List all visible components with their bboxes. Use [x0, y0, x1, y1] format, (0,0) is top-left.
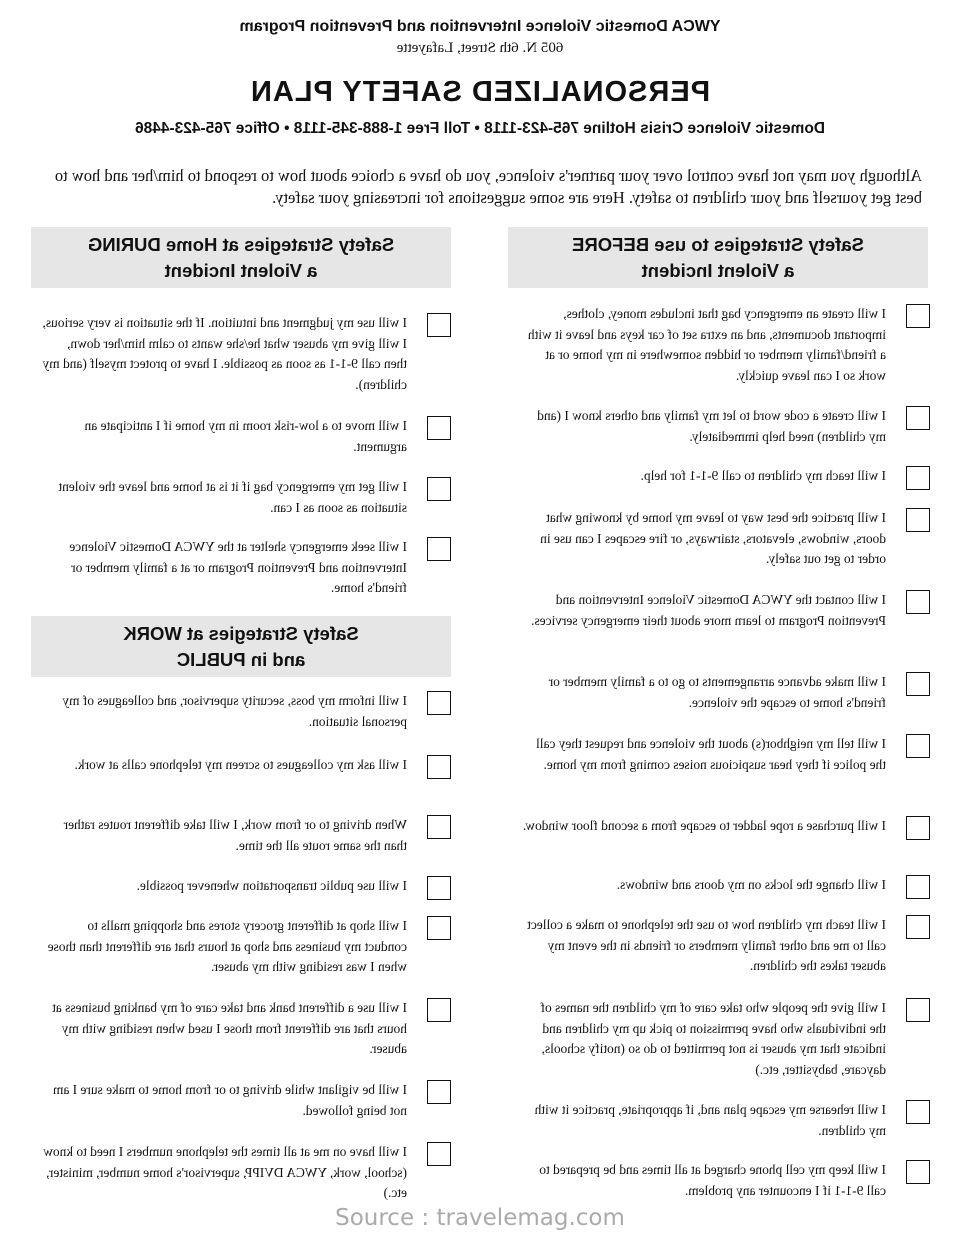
checkbox[interactable]: [906, 406, 930, 430]
before-item: [521, 590, 930, 631]
item-text: I will teach my children how to use the telephone to make a collect call to me and other family members or friends in the event my abuser takes the children.: [527, 917, 886, 973]
checkbox[interactable]: [906, 1100, 930, 1124]
hotline-numbers: Domestic Violence Crisis Hotline 765-423-1118 • Toll Free 1-888-345-1118 • Office 765-423-4486: [134, 120, 826, 137]
item-text: I will get my emergency bag if it is at home and leave the violent situation as soon as I can.: [58, 479, 407, 515]
checkbox[interactable]: [906, 998, 930, 1022]
item-text: I will create a code word to let my family and others know I (and my children) need help immediately.: [537, 408, 886, 444]
checkbox[interactable]: [906, 590, 930, 614]
item-text: I will tell my neighbor(s) about the violence and request they call the police if they hear suspicious noises coming from my home.: [536, 736, 886, 772]
before-section-heading: [508, 227, 928, 288]
work-item: [42, 1142, 451, 1204]
item-text: I will purchase a rope ladder to escape from a second floor window.: [522, 818, 886, 833]
item-text: I will give the people who take care of my children the names of the individuals who have permission to pick up my children and indicate that my abuser is not permitted to do so (notify schools, daycare, babysitter, etc.): [540, 1000, 886, 1077]
checkbox[interactable]: [906, 508, 930, 532]
before-item: [521, 734, 930, 775]
item-text: I will have on me at all times the telephone numbers I need to know (school, work, YWCA DVIPP, supervisor's home number, minister, etc.): [43, 1144, 407, 1200]
item-text: I will rehearse my escape plan and, if appropriate, practice it with my children.: [534, 1102, 886, 1138]
checkbox[interactable]: [427, 916, 451, 940]
item-text: I will contact the YWCA Domestic Violence Intervention and Prevention Program to learn more about their emergency services.: [531, 592, 886, 628]
item-text: When driving to or from work, I will take different routes rather than the same route all the time.: [63, 817, 407, 853]
item-text: I will seek emergency shelter at the YWCA Domestic Violence Intervention and Prevention Program or at a family member or friend's home.: [69, 539, 407, 595]
intro-paragraph: Although you may not have control over your partner's violence, you do have a choice about how to respond to him/her and how to best get yourself and your children to safety. Here are some suggestions for increasing your safety.: [54, 166, 922, 207]
checkbox[interactable]: [427, 755, 451, 779]
organization-address: 605 N. 6th Street, Lafayette: [396, 40, 564, 56]
item-text: I will inform my boss, security supervisor, and colleagues of my personal situation.: [62, 693, 407, 729]
during-section-heading: [31, 227, 451, 288]
heading-line: a Violent Incident: [164, 259, 318, 281]
work-item: [42, 755, 451, 779]
during-item: [42, 313, 451, 395]
checkbox[interactable]: [906, 915, 930, 939]
before-item: [521, 1160, 930, 1201]
item-text: I will change the locks on my doors and windows.: [616, 877, 886, 892]
checkbox[interactable]: [906, 466, 930, 490]
work-item: [42, 691, 451, 732]
checkbox[interactable]: [427, 416, 451, 440]
before-item: [521, 915, 930, 977]
item-text: I will teach my children to call 9-1-1 for help.: [640, 468, 886, 483]
before-item: [521, 466, 930, 490]
item-text: I will keep my cell phone charged at all times and be prepared to call 9-1-1 if I encounter any problem.: [539, 1162, 886, 1198]
heading-line: Safety Strategies to use BEFORE: [572, 233, 864, 255]
checkbox[interactable]: [427, 537, 451, 561]
before-item: [521, 672, 930, 713]
checkbox[interactable]: [427, 876, 451, 900]
item-text: I will make advance arrangements to go to a family member or friend's home to escape the violence.: [548, 674, 886, 710]
checkbox[interactable]: [427, 1080, 451, 1104]
work-item: [42, 998, 451, 1060]
before-item: [521, 816, 930, 840]
checkbox[interactable]: [906, 1160, 930, 1184]
checkbox[interactable]: [427, 815, 451, 839]
page-title: PERSONALIZED SAFETY PLAN: [249, 76, 711, 108]
item-text: I will be vigilant while driving to or from home to make sure I am not being followed.: [52, 1082, 407, 1118]
item-text: I will use my judgment and intuition. If the situation is very serious, I will give my abuser what he/she wants to calm him/her down, then call 9-1-1 as soon as possible. I have to protect myself (and my children).: [42, 315, 407, 392]
heading-line: and in PUBLIC: [176, 648, 306, 670]
item-text: I will practice the best way to leave my home by knowing what doors, windows, elevators, stairways, or fire escapes I can use in order to get out safely.: [540, 510, 886, 566]
checkbox[interactable]: [427, 1142, 451, 1166]
before-item: [521, 1100, 930, 1141]
before-item: [521, 508, 930, 570]
checkbox[interactable]: [906, 304, 930, 328]
checkbox[interactable]: [906, 672, 930, 696]
source-watermark: Source : travelemag.com: [335, 1205, 625, 1231]
work-item: [42, 916, 451, 978]
heading-line: Safety Strategies at Home DURING: [87, 233, 395, 255]
work-item: [42, 815, 451, 856]
organization-name: YWCA Domestic Violence Intervention and Prevention Program: [239, 18, 721, 35]
before-item: [521, 304, 930, 386]
item-text: I will ask my colleagues to screen my telephone calls at work.: [74, 757, 407, 772]
work-item: [42, 876, 451, 900]
before-item: [521, 406, 930, 447]
item-text: I will shop at different grocery stores and shopping malls to conduct my business and shop at hours that are different than those when I was residing with my abuser.: [47, 918, 407, 974]
before-item: [521, 998, 930, 1080]
item-text: I will use public transportation whenever possible.: [136, 878, 407, 893]
item-text: I will create an emergency bag that includes money, clothes, important documents, and an extra set of car keys and leave it with a friend/family member or hidden somewhere in my home or at work so I can leave quickly.: [527, 306, 886, 383]
checkbox[interactable]: [427, 477, 451, 501]
item-text: I will use a different bank and take care of my banking business at hours that are different from those I used when residing with my abuser.: [52, 1000, 407, 1056]
work-section-heading: [31, 616, 451, 677]
during-item: [42, 537, 451, 599]
during-item: [42, 416, 451, 457]
heading-line: a Violent Incident: [641, 259, 795, 281]
item-text: I will move to a low-risk room in my home if I anticipate an argument.: [84, 418, 407, 454]
checkbox[interactable]: [427, 998, 451, 1022]
during-item: [42, 477, 451, 518]
checkbox[interactable]: [427, 691, 451, 715]
work-item: [42, 1080, 451, 1121]
checkbox[interactable]: [427, 313, 451, 337]
checkbox[interactable]: [906, 734, 930, 758]
checkbox[interactable]: [906, 816, 930, 840]
before-item: [521, 875, 930, 899]
checkbox[interactable]: [906, 875, 930, 899]
heading-line: Safety Strategies at WORK: [123, 622, 359, 644]
